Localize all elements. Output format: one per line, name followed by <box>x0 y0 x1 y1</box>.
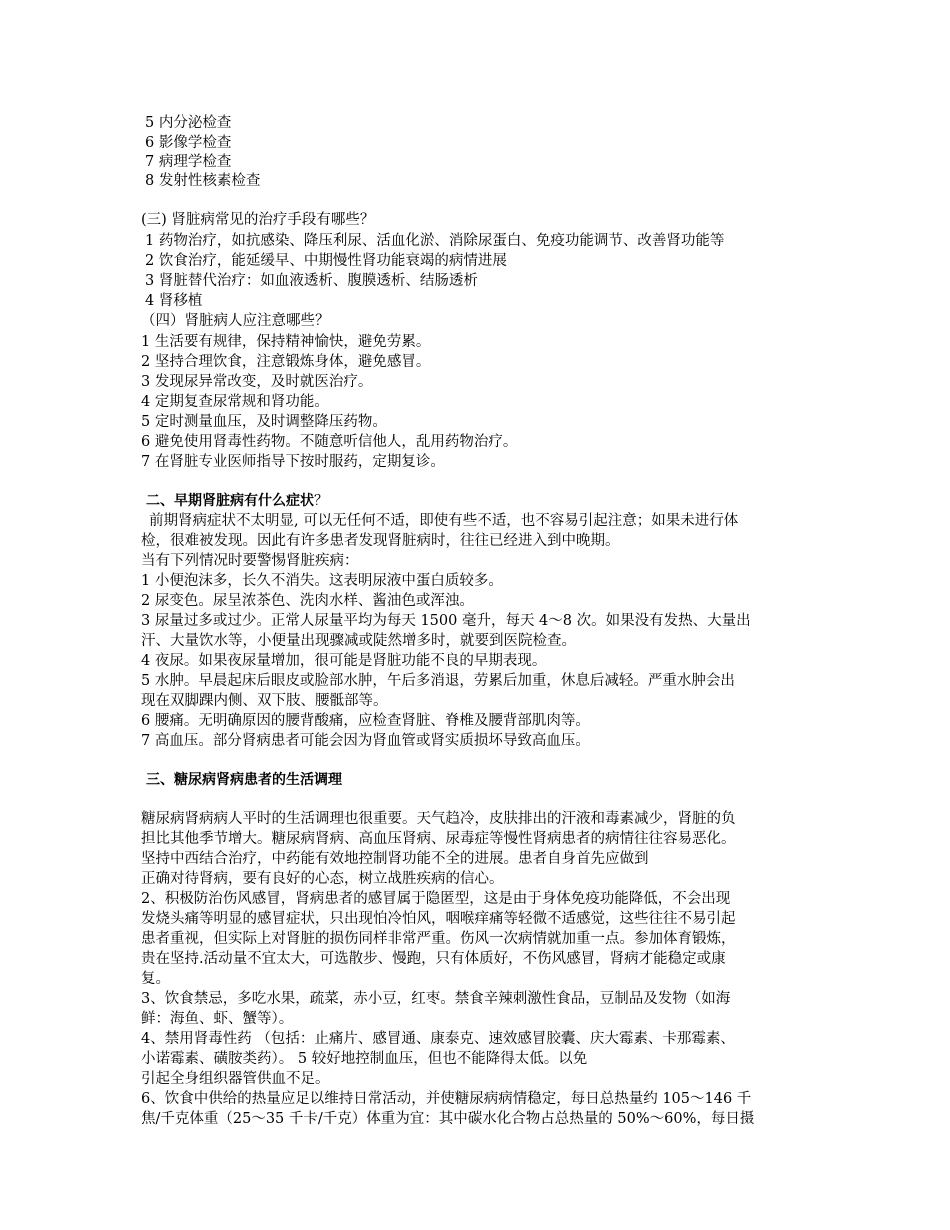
symptom-item-4: 4 夜尿。如果夜尿量增加，很可能是肾脏功能不良的早期表现。 <box>141 653 547 669</box>
symptom-item-1: 1 小便泡沫多，长久不消失。这表明尿液中蛋白质较多。 <box>141 573 503 589</box>
care-paragraph-line-3: 坚持中西结合治疗，中药能有效地控制肾功能不全的进展。患者自身首先应做到 <box>141 851 649 867</box>
precaution-item-2: 2 坚持合理饮食，注意锻炼身体，避免感冒。 <box>141 354 431 370</box>
care-item-2-line-2: 发烧头痛等明显的感冒症状，只出现怕冷怕风，咽喉痒痛等轻微不适感觉，这些往往不易引起 <box>141 911 736 927</box>
care-item-4-line-1: 4、禁用肾毒性药 （包括：止痛片、感冒通、康泰克、速效感冒胶囊、庆大霉素、卡那霉素、 <box>141 1031 735 1047</box>
symptom-item-7: 7 高血压。部分肾病患者可能会因为肾血管或肾实质损坏导致高血压。 <box>141 733 590 749</box>
care-item-2-line-4: 贵在坚持.活动量不宜太大，可选散步、慢跑，只有体质好，不伤风感冒，肾病才能稳定或康 <box>141 951 726 967</box>
symptom-item-3: 3 尿量过多或过少。正常人尿量平均为每天 1500 毫升，每天 4～8 次。如果没有发热、大量出 <box>141 613 751 629</box>
precaution-item-7: 7 在肾脏专业医师指导下按时服药，定期复诊。 <box>141 454 445 470</box>
precaution-item-3: 3 发现尿异常改变，及时就医治疗。 <box>141 374 373 390</box>
treatment-item-3: 3 肾脏替代治疗：如血液透析、腹膜透析、结肠透析 <box>145 273 478 289</box>
care-item-3-line-1: 3、饮食禁忌，多吃水果，疏菜，赤小豆，红枣。禁食辛辣刺激性食品，豆制品及发物（如海 <box>141 991 731 1007</box>
exam-item-7: 7 病理学检查 <box>145 154 232 170</box>
exam-item-6: 6 影像学检查 <box>145 135 232 151</box>
care-item-6-line-1: 6、饮食中供给的热量应足以维持日常活动，并使糖尿病病情稳定，每日总热量约 105～146 千 <box>141 1091 752 1107</box>
exam-item-5: 5 内分泌检查 <box>145 115 232 131</box>
precaution-item-4: 4 定期复查尿常规和肾功能。 <box>141 394 329 410</box>
symptoms-intro-line-1: 前期肾病症状不太明显, 可以无任何不适，即使有些不适，也不容易引起注意；如果未进行体 <box>149 513 739 529</box>
precaution-item-6: 6 避免使用肾毒性药物。不随意听信他人，乱用药物治疗。 <box>141 434 518 450</box>
care-item-5-line-2: 引起全身组织器管供血不足。 <box>141 1071 330 1087</box>
precaution-item-5: 5 定时测量血压，及时调整降压药物。 <box>141 414 387 430</box>
care-item-2-line-1: 2、积极防治伤风感冒，肾病患者的感冒属于隐匿型，这是由于身体免疫功能降低，不会出现 <box>141 891 731 907</box>
treatment-question: (三) 肾脏病常见的治疗手段有哪些？ <box>141 212 375 228</box>
care-paragraph-line-1: 糖尿病肾病病人平时的生活调理也很重要。天气趋冷，皮肤排出的汗液和毒素减少，肾脏的负 <box>141 811 736 827</box>
care-item-6-line-2: 焦/千克体重（25～35 千卡/千克）体重为宜：其中碳水化合物占总热量的 50%～60%，每日摄 <box>141 1111 755 1127</box>
symptom-item-5-cont: 现在双脚踝内侧、双下肢、腰骶部等。 <box>141 693 388 709</box>
care-item-3-line-2: 鲜：海鱼、虾、蟹等）。 <box>141 1011 294 1027</box>
treatment-item-4: 4 肾移植 <box>145 293 203 309</box>
symptom-item-6: 6 腰痛。无明确原因的腰背酸痛，应检查肾脏、脊椎及腰背部肌肉等。 <box>141 713 590 729</box>
exam-item-8: 8 发射性核素检查 <box>145 173 261 189</box>
section-heading-diabetic-nephropathy: 三、糖尿病肾病患者的生活调理 <box>146 772 342 788</box>
section-heading-early-symptoms: 二、早期肾脏病有什么症状？ <box>146 493 328 509</box>
care-item-2-line-5: 复。 <box>141 971 170 987</box>
symptom-item-2: 2 尿变色。尿呈浓茶色、洗肉水样、酱油色或浑浊。 <box>141 593 474 609</box>
precautions-question: （四）肾脏病人应注意哪些？ <box>141 313 330 329</box>
symptom-item-5: 5 水肿。早晨起床后眼皮或脸部水肿，午后多消退，劳累后加重，休息后减轻。严重水肿会出 <box>141 673 735 689</box>
symptom-item-3-cont: 汗、大量饮水等，小便量出现骤减或陡然增多时，就要到医院检查。 <box>141 633 576 649</box>
care-item-4-line-2: 小诺霉素、磺胺类药）。 5 较好地控制血压，但也不能降得太低。以免 <box>141 1051 588 1067</box>
symptoms-intro-line-2: 检，很难被发现。因此有许多患者发现肾脏病时，往往已经进入到中晚期。 <box>141 533 620 549</box>
care-paragraph-line-4: 正确对待肾病，要有良好的心态，树立战胜疾病的信心。 <box>141 871 504 887</box>
treatment-item-2: 2 饮食治疗，能延缓早、中期慢性肾功能衰竭的病情进展 <box>145 253 507 269</box>
precaution-item-1: 1 生活要有规律，保持精神愉快，避免劳累。 <box>141 334 431 350</box>
care-item-2-line-3: 患者重视，但实际上对肾脏的损伤同样非常严重。伤风一次病情就加重一点。参加体育锻炼， <box>141 931 736 947</box>
symptoms-warning-lead: 当有下列情况时要警惕肾脏疾病： <box>141 553 359 569</box>
treatment-item-1: 1 药物治疗，如抗感染、降压利尿、活血化淤、消除尿蛋白、免疫功能调节、改善肾功能等 <box>145 233 725 249</box>
care-paragraph-line-2: 担比其他季节增大。糖尿病肾病、高血压肾病、尿毒症等慢性肾病患者的病情往往容易恶化。 <box>141 831 736 847</box>
